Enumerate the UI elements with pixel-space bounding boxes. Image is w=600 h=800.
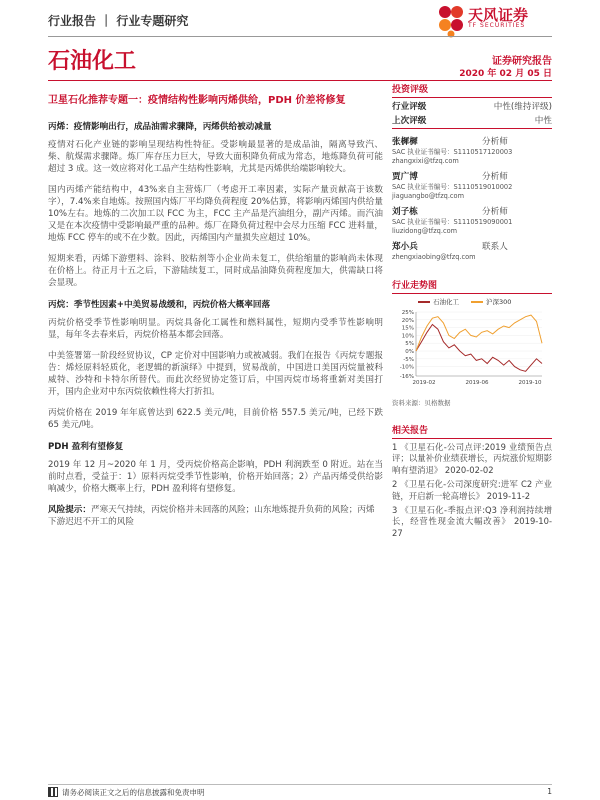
x-tick-label: 2019-02	[412, 380, 436, 386]
analyst-sac: SAC 执业证书编号：S1110519090001	[392, 218, 513, 226]
paragraph: 丙烷价格受季节性影响明显。丙烷具备化工属性和燃料属性，短期内受季节性影响明显，每年冬去春来后，丙烷价格基本都会回落。	[48, 318, 383, 340]
analyst-email[interactable]: zhengxiaobing@tfzq.com	[392, 253, 476, 261]
analyst-role: 分析师	[482, 207, 508, 217]
legend-swatch-1	[418, 301, 430, 303]
analyst-card	[392, 172, 552, 201]
page-number: 1	[547, 787, 552, 796]
y-tick-label: -5%	[403, 356, 414, 363]
section-title: 丙烯：疫情影响出行，成品油需求骤降，丙烯供给被动减量	[48, 122, 272, 132]
series-line-1	[416, 325, 542, 372]
y-tick-label: 5%	[405, 341, 414, 348]
rating-value: 中性(维持评级)	[493, 102, 552, 112]
logo-subtitle: TF SECURITIES	[468, 22, 526, 29]
rating-row	[392, 100, 552, 114]
risk-label: 风险提示：	[48, 505, 91, 515]
header-divider	[48, 36, 552, 37]
chart-source: 资料来源：贝格数据	[392, 399, 451, 407]
related-report-item[interactable]: 3 《卫星石化-季报点评:Q3 净利润持续增长，经营性现金流大幅改善》 2019-10-27	[392, 505, 552, 538]
qr-code-icon	[48, 787, 58, 797]
analyst-email[interactable]: jiaguangbo@tfzq.com	[392, 192, 465, 200]
y-tick-label: 25%	[401, 310, 414, 316]
analyst-sac: SAC 执业证书编号：S1110519010002	[392, 183, 513, 191]
company-logo	[436, 4, 552, 38]
sidebar	[392, 80, 552, 539]
paragraph: 中美签署第一阶段经贸协议，CP 定价对中国影响力或被减弱。我们在报告《丙烷专题报告：烯烃原料轻质化，老逻辑的新演绎》中提到，贸易战前，中国进口美国丙烷量被科威特、沙特和卡特尔所替代。而此次经贸协定签订后，中国丙烷市场将重新对美国打开，国内企业对中东丙烷依赖性将大打折扣。	[48, 351, 383, 397]
rating-value: 中性	[534, 116, 552, 126]
industry-trend-chart	[392, 276, 552, 407]
report-subtitle: 卫星石化推荐专题一：疫情结构性影响丙烯供给，PDH 价差将修复	[48, 95, 346, 106]
paragraph: 国内丙烯产能结构中，43%来自主营炼厂（考虑开工率因素，实际产量贡献高于该数字），7.4%来自地炼。按照国内炼厂平均降负荷程度 20%估算，将影响丙烯国内供给量 10%左右。地炼的二次加工以 FCC 为主，FCC 主产品是汽油组分，副产丙烯。而汽油又是在本次疫情中受影响最严重的品种。炼厂在降负荷过程中会尽力压缩 FCC 进料量，地炼 FCC 停车的或不在少数。因此，丙烯国内产量损失应超过 10%。	[48, 185, 383, 243]
legend-item-1	[418, 297, 459, 306]
x-tick-label: 2019-10	[518, 380, 542, 386]
paragraph: 丙烷价格在 2019 年年底曾达到 622.5 美元/吨，目前价格 557.5 美元/吨，已经下跌 65 美元/吨。	[48, 408, 383, 430]
risk-text: 严寒天气持续，丙烷价格并未回落的风险；山东地炼提升负荷的风险；丙烯下游迟迟不开工的风险	[48, 505, 375, 527]
related-heading: 相关报告	[392, 421, 552, 439]
logo-name: 天风证券	[468, 6, 529, 24]
analyst-name: 郑小兵	[392, 242, 418, 252]
section-title: 丙烷：季节性因素+中美贸易战缓和，丙烷价格大概率回落	[48, 300, 271, 310]
footer-disclaimer: 请务必阅读正文之后的信息披露和免责申明	[62, 788, 205, 797]
footer-divider	[48, 784, 552, 785]
rating-key: 行业评级	[392, 102, 427, 112]
y-tick-label: -16%	[399, 374, 414, 380]
analyst-role: 分析师	[482, 172, 508, 182]
legend-label-1: 石油化工	[433, 298, 459, 306]
report-category: 行业报告 ｜ 行业专题研究	[48, 14, 189, 28]
section-propylene	[48, 120, 383, 289]
chart-legend	[418, 297, 552, 306]
section-propane	[48, 298, 383, 431]
related-reports	[392, 421, 552, 539]
section-pdh	[48, 440, 383, 495]
paragraph: 2019 年 12 月~2020 年 1 月，受丙烷价格高企影响，PDH 利润跌至 0 附近。站在当前时点看，受益于：1）原料丙烷受季节性影响，价格开始回落；2）产品丙烯受供给影响减少，价格大概率上行，PDH 盈利将有望修复。	[48, 460, 383, 494]
x-tick-label: 2019-06	[465, 380, 489, 386]
analyst-role: 联系人	[482, 242, 508, 252]
y-tick-label: 20%	[401, 317, 414, 324]
risk-warning	[48, 504, 383, 528]
series-line-2	[416, 315, 542, 351]
rating-row	[392, 114, 552, 129]
related-report-item[interactable]: 1 《卫星石化-公司点评:2019 业绩预告点评；以量补价业绩获增长，丙烷涨价短期影响有望消退》 2020-02-02	[392, 442, 552, 475]
legend-label-2: 沪深300	[486, 298, 512, 306]
y-tick-label: 15%	[401, 325, 414, 332]
analyst-email[interactable]: liuzidong@tfzq.com	[392, 227, 458, 235]
y-tick-label: -10%	[399, 364, 414, 371]
page-title: 石油化工	[48, 49, 137, 74]
analyst-card	[392, 242, 552, 262]
y-tick-label: 10%	[401, 333, 414, 340]
report-type: 证券研究报告	[492, 56, 552, 67]
main-content	[48, 88, 383, 528]
analyst-email[interactable]: zhangxixi@tfzq.com	[392, 157, 459, 165]
analyst-card	[392, 137, 552, 166]
report-date: 2020 年 02 月 05 日	[459, 69, 552, 79]
analyst-sac: SAC 执业证书编号：S1110517120003	[392, 148, 513, 156]
trend-chart-svg	[392, 308, 552, 392]
analyst-card	[392, 207, 552, 236]
rating-heading: 投资评级	[392, 80, 552, 98]
y-tick-label: 0%	[405, 349, 414, 356]
trend-heading: 行业走势图	[392, 276, 552, 294]
analyst-name: 刘子栋	[392, 207, 418, 217]
paragraph: 短期来看，丙烯下游塑料、涂料、胶粘剂等小企业尚未复工，供给缩量的影响尚未体现在价格上。待正月十五之后，下游陆续复工，同时成品油降负荷程度加大，供需缺口将会显现。	[48, 254, 383, 288]
analyst-name: 贾广博	[392, 172, 418, 182]
analyst-role: 分析师	[482, 137, 508, 147]
section-title: PDH 盈利有望修复	[48, 442, 124, 452]
logo-mark-icon	[436, 4, 466, 38]
analyst-name: 张樨樨	[392, 137, 418, 147]
rating-key: 上次评级	[392, 116, 427, 126]
paragraph: 疫情对石化产业链的影响呈现结构性特征。受影响最显著的是成品油，隔离导致汽、柴、航煤需求骤降。炼厂库存压力巨大，导致大面积降负荷成为常态，地炼降负荷可能超过 3 成。这一效应将对化工品产生结构性影响，尤其是丙烯供给端影响较大。	[48, 140, 383, 174]
legend-swatch-2	[471, 301, 483, 303]
related-report-item[interactable]: 2 《卫星石化-公司深度研究:进军 C2 产业链，开启新一轮高增长》 2019-11-2	[392, 479, 552, 501]
legend-item-2	[471, 297, 511, 306]
